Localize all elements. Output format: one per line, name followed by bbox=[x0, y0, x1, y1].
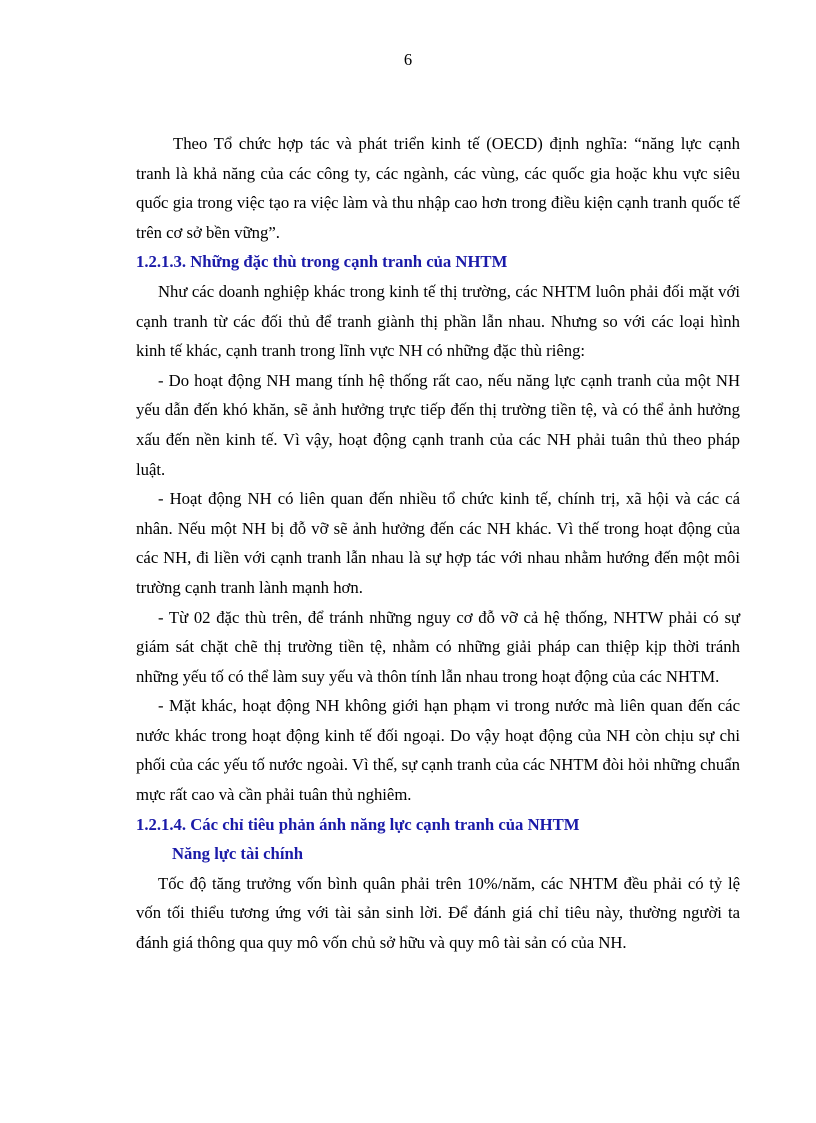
section-heading-1-2-1-4: 1.2.1.4. Các chỉ tiêu phản ánh năng lực cạnh tranh của NHTM bbox=[136, 814, 580, 834]
bullet-paragraph: - Mặt khác, hoạt động NH không giới hạn phạm vi trong nước mà liên quan đến các nước khác trong hoạt động kinh tế đối ngoại. Do vậy hoạt động của NH còn chịu sự chi phối của các yếu tố nước ngoài. Vì thế, sự cạnh tranh của các NHTM đòi hỏi những chuẩn mực rất cao và cần phải tuân thủ nghiêm. bbox=[136, 696, 740, 805]
bullet-paragraph: - Hoạt động NH có liên quan đến nhiều tổ chức kinh tế, chính trị, xã hội và các cá nhân. Nếu một NH bị đỗ vỡ sẽ ảnh hưởng đến các NH khác. Vì thế trong hoạt động của các NH, đi liền với cạnh tranh lẫn nhau là sự hợp tác với nhau nhằm hướng đến một môi trường cạnh tranh lành mạnh hơn. bbox=[136, 489, 740, 597]
body-paragraph: Như các doanh nghiệp khác trong kinh tế thị trường, các NHTM luôn phải đối mặt với cạnh tranh từ các đối thủ để tranh giành thị phần lẫn nhau. Nhưng so với các loại hình kinh tế khác, cạnh tranh trong lĩnh vực NH có những đặc thù riêng: bbox=[136, 281, 740, 361]
body-paragraph: Tốc độ tăng trưởng vốn bình quân phải trên 10%/năm, các NHTM đều phải có tỷ lệ vốn tối thiểu tương ứng với tài sản sinh lời. Để đánh giá chỉ tiêu này, thường người ta đánh giá thông qua quy mô vốn chủ sở hữu và quy mô tài sản có của NH. bbox=[136, 873, 740, 953]
intro-paragraph: Theo Tổ chức hợp tác và phát triển kinh tế (OECD) định nghĩa: “năng lực cạnh tranh là khả năng của các công ty, các ngành, các vùng, các quốc gia hoặc khu vực siêu quốc gia trong việc tạo ra việc làm và thu nhập cao hơn trong điều kiện cạnh tranh quốc tế trên cơ sở bền vững”. bbox=[136, 134, 740, 242]
bullet-paragraph: - Từ 02 đặc thù trên, để tránh những nguy cơ đỗ vỡ cả hệ thống, NHTW phải có sự giám sát chặt chẽ thị trường tiền tệ, nhằm có những giải pháp can thiệp kịp thời tránh những yếu tố có thể làm suy yếu và thôn tính lẫn nhau trong hoạt động của các NHTM. bbox=[136, 607, 740, 686]
subheading-financial-capacity: Năng lực tài chính bbox=[172, 844, 304, 864]
section-heading-1-2-1-3: 1.2.1.3. Những đặc thù trong cạnh tranh của NHTM bbox=[136, 252, 508, 272]
page-content bbox=[136, 129, 740, 958]
bullet-paragraph: - Do hoạt động NH mang tính hệ thống rất cao, nếu năng lực cạnh tranh của một NH yếu dẫn đến khó khăn, sẽ ảnh hưởng trực tiếp đến thị trường tiền tệ, và có thể ảnh hưởng xấu đến nền kinh tế. Vì vậy, hoạt động cạnh tranh của các NH phải tuân thủ theo pháp luật. bbox=[136, 370, 740, 479]
page-number: 6 bbox=[403, 50, 413, 69]
